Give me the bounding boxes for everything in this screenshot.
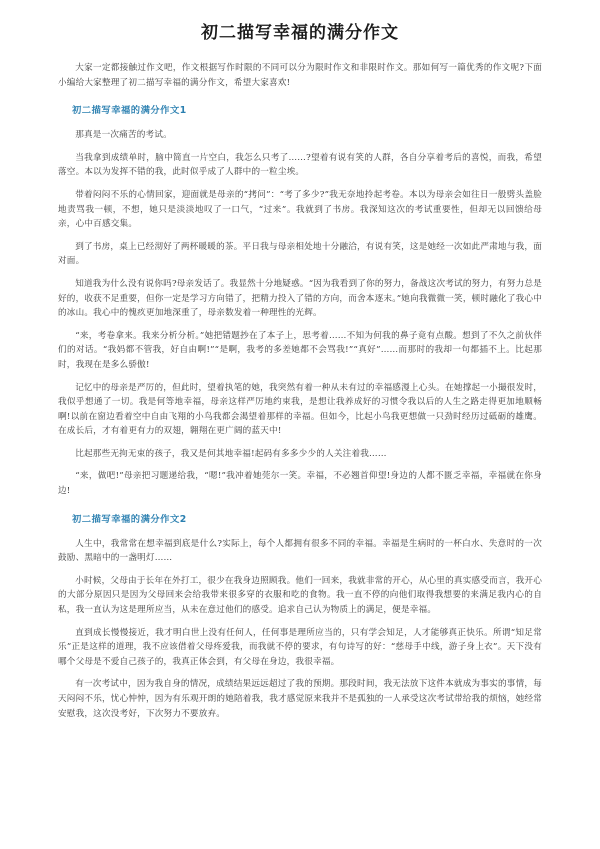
essay-1-paragraph: “来，做吧!”母亲把习题递给我，“嗯!”我冲着她莞尔一笑。幸福，不必翘首仰望!身边的人都不匮乏幸福，幸福就在你身边! bbox=[58, 471, 542, 497]
intro-paragraph: 大家一定都接触过作文吧，作文根据写作时限的不同可以分为限时作文和非限时作文。那如何写一篇优秀的作文呢?下面小编给大家整理了初二描写幸福的满分作文，希望大家喜欢! bbox=[58, 63, 542, 88]
essay-1-paragraph: 带着闷闷不乐的心情回家，迎面就是母亲的“拷问”：“考了多少?”我无奈地拎起考卷。本以为母亲会如往日一般劈头盖脸地责骂我一顿，不想，她只是淡淡地叹了一口气，“过来”。我就到了书房。我深知这次的考试重要性，但却无以回馈给母亲，心中百感交集。 bbox=[58, 189, 542, 230]
essay-1-paragraph: 到了书房，桌上已经沏好了两杯暖暖的茶。平日我与母亲相处地十分融洽，有说有笑，这是她经一次如此严肃地与我，面对面。 bbox=[58, 241, 542, 267]
essay-1-paragraph: 记忆中的母亲是严厉的，但此时，望着执笔的她，我突然有着一种从未有过的幸福感漫上心头。在她撑起一小撮很发时，我似乎想通了一切。我是何等地幸福，母亲这样严厉地约束我，是想让我养成好的习惯令我以后的人生之路走得更加地顺畅啊!以前在窗边看着空中自由飞翔的小鸟我都会渴望着那样的幸福。但如今，比起小鸟我更想做一只劲时经历过砥砺的雄鹰。在成长后，才有着更有力的双翅，翱翔在更广阔的蓝天中! bbox=[58, 382, 542, 437]
essay-1-heading: 初二描写幸福的满分作文1 bbox=[72, 105, 187, 117]
essay-2-paragraph: 直到成长慢慢接近，我才明白世上没有任何人，任何事是理所应当的，只有学会知足，人才能够真正快乐。所谓“知足常乐”正是这样的道理，我不应该借着父母疼爱我，而我就不停的要求，有句诗写的好：“慈母手中线，游子身上衣”。天下没有哪个父母是不爱自己孩子的，我真正体会到，有父母在身边，我很幸福。 bbox=[58, 627, 542, 667]
essay-2-paragraph: 有一次考试中，因为我自身的情况，成绩结果远远超过了我的预期。那段时间，我无法放下这件本就成为事实的事情，每天闷闷不乐，忧心忡忡，因为有乐观开朗的她陪着我，我才感觉原来我并不是孤独的一人承受这次考试带给我的烦恼，她经常安慰我，这次没考好，下次努力不要放弃。 bbox=[58, 679, 542, 719]
essay-2-paragraph: 小时候，父母由于长年在外打工，很少在我身边照顾我。他们一回来，我就非常的开心，从心里的真实感受而言，我开心的大部分原因只是因为父母回来会给我带来很多穿的衣服和吃的食物。我一直不停的向他们取得我想要的来满足我内心的自私，我一直认为这是理所应当，从未在意过他们的感受。追求自己认为物质上的满足，便是幸福。 bbox=[58, 575, 542, 616]
essay-1-paragraph: 当我拿到成绩单时，脑中简直一片空白，我怎么只考了……?望着有说有笑的人群，各自分享着考后的喜悦，而我，希望落空。本以为发挥不错的我，此时似乎成了人群中的一粒尘埃。 bbox=[58, 152, 542, 178]
essay-1-paragraph: 比起那些无拘无束的孩子，我又是何其地幸福!起码有多多少少的人关注着我…… bbox=[75, 448, 387, 459]
essay-1-paragraph: “来，考卷拿来。我来分析分析。”她把错题抄在了本子上，思考着……不知为何我的鼻子竟有点酸。想到了不久之前伙伴们的对话。“我妈都不管我，好自由啊!”“是啊，我考的多差她都不会骂我!”“真好”……而那时的我却一句都插不上。比起那时，我现在是多么骄傲! bbox=[58, 330, 542, 370]
page-title: 初二描写幸福的满分作文 bbox=[201, 23, 399, 43]
essay-2-paragraph: 人生中，我常常在想幸福到底是什么?实际上，每个人都拥有很多不同的幸福。幸福是生病时的一杯白水、失意时的一次鼓励、黑暗中的一盏明灯…… bbox=[58, 538, 542, 564]
essay-1-paragraph: 知道我为什么没有说你吗?母亲发话了。我显然十分地疑惑。“因为我看到了你的努力，备战这次考试的努力，有努力总是好的，收获不足重要，但你一定是学习方向错了，把精力投入了错的方向，而舍本逐末。”她向我微微一笑，顿时融化了我心中的冰山。我心中的愧疚更加地深重了，母亲数发着一种理性的光辉。 bbox=[58, 278, 542, 319]
essay-1-paragraph: 那真是一次痛苦的考试。 bbox=[75, 130, 172, 141]
essay-2-heading: 初二描写幸福的满分作文2 bbox=[72, 513, 187, 525]
